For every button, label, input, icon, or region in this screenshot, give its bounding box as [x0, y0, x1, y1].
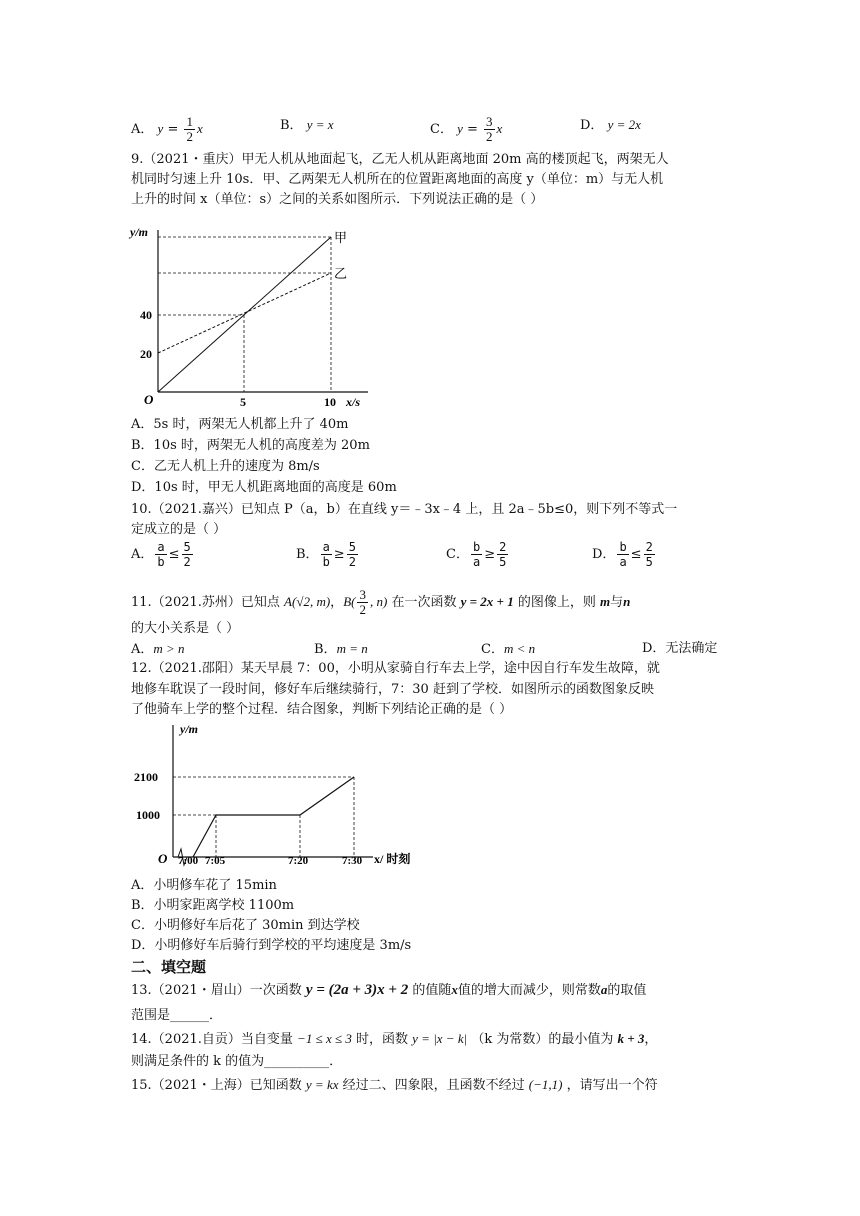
q11-line2: 的大小关系是（ ） [131, 621, 240, 636]
q12-xtick-705: 7:05 [205, 855, 226, 867]
q12-option-c: C．小明修好车后花了 30min 到达学校 [131, 918, 360, 933]
q10-line2: 定成立的是（ ） [131, 522, 227, 537]
q13-line2: 范围是______． [131, 1008, 223, 1023]
q12-ylabel: y/m [180, 722, 198, 736]
q9-ylabel: y/m [130, 225, 148, 239]
q15-line1: 15.（2021・上海）已知函数 y = kx 经过二、四象限，且函数不经过 (−1,1) ，请写出一个符 [131, 1077, 658, 1093]
q12-xtick-720: 7:20 [288, 855, 309, 867]
q12-xtick-700: 7:00 [178, 855, 199, 867]
q12-option-a: A．小明修车花了 15min [131, 878, 277, 893]
q8-option-d: D． y = 2x [580, 117, 641, 133]
q9-option-d: D．10s 时，甲无人机距离地面的高度是 60m [131, 480, 397, 495]
q9-option-a: A．5s 时，两架无人机都上升了 40m [131, 417, 349, 432]
q10-line1: 10.（2021.嘉兴）已知点 P（a，b）在直线 y＝﹣3x﹣4 上，且 2a﹣5b≤0，则下列不等式一 [131, 502, 678, 517]
q9-xtick-10: 10 [324, 395, 336, 409]
q9-chart [128, 222, 378, 414]
q9-line1: 9.（2021・重庆）甲无人机从地面起飞，乙无人机从距离地面 20m 高的楼顶起飞，两架无人 [131, 152, 669, 167]
q11-option-d: D．无法确定 [642, 641, 718, 656]
q12-line3: 了他骑车上学的整个过程．结合图象，判断下列结论正确的是（ ） [131, 702, 513, 717]
q9-label-yi: 乙 [334, 266, 348, 281]
q9-option-c: C．乙无人机上升的速度为 8m/s [131, 459, 320, 474]
q9-xlabel: x/s [346, 395, 361, 409]
q12-ytick-1000: 1000 [136, 808, 160, 822]
q11-option-a: A．m > n [131, 641, 185, 657]
q12-option-d: D．小明修好车后骑行到学校的平均速度是 3m/s [131, 938, 412, 953]
q14-line2: 则满足条件的 k 的值为__________． [131, 1054, 343, 1069]
q12-origin: O [158, 851, 168, 866]
q12-line2: 地修车耽误了一段时间，修好车后继续骑行，7：30 赶到了学校．如图所示的函数图象反映 [131, 682, 654, 697]
q13-line1: 13.（2021・眉山）一次函数 y = (2a + 3)x + 2 的值随x值的增大而减少，则常数a的取值 [131, 982, 647, 998]
q12-ytick-2100: 2100 [134, 770, 158, 784]
q8-option-c: C． y = $\frac{3}{2}$ x [430, 114, 503, 144]
q9-series-jia [158, 237, 331, 392]
q9-ytick-40: 40 [140, 308, 152, 322]
q10-option-b: B． $\frac{a}{b}$ ≥ $\frac{5}{2}$ [296, 540, 356, 569]
q12-line1: 12.（2021.邵阳）某天早晨 7：00，小明从家骑自行车去上学，途中因自行车发生故障，就 [131, 661, 660, 676]
q10-option-a: A． $\frac{a}{b}$ ≤ $\frac{5}{2}$ [131, 540, 191, 569]
q8-option-b: B． y = x [280, 117, 334, 133]
q11-option-b: B．m = n [314, 641, 368, 657]
q12-xlabel: x/ 时刻 [374, 852, 411, 866]
q9-xtick-5: 5 [240, 395, 246, 409]
q9-line3: 上升的时间 x（单位：s）之间的关系如图所示．下列说法正确的是（ ） [131, 192, 544, 207]
q9-origin: O [144, 392, 154, 407]
q8-option-a: A． y = $\frac{1}{2}$ x [131, 114, 203, 144]
q11-line1: 11.（2021.苏州）已知点 A(√2, m)，B( $\frac{3}{2}$ , n) 在一次函数 y = 2x + 1 的图像上，则 m与n [131, 587, 631, 617]
q12-xtick-730: 7:30 [342, 855, 363, 867]
q12-series [193, 777, 354, 857]
q12-option-b: B．小明家距离学校 1100m [131, 898, 295, 913]
section-title-fill-in: 二、填空题 [131, 958, 207, 976]
q9-series-yi [158, 273, 331, 353]
q9-line2: 机同时匀速上升 10s．甲、乙两架无人机所在的位置距离地面的高度 y（单位：m）与无人机 [131, 172, 664, 187]
q14-line1: 14.（2021.自贡）当自变量 −1 ≤ x ≤ 3 时，函数 y = |x − k| （k 为常数）的最小值为 k + 3， [131, 1031, 658, 1047]
q10-option-d: D． $\frac{b}{a}$ ≤ $\frac{2}{5}$ [592, 540, 653, 569]
q9-ytick-20: 20 [140, 347, 152, 361]
q12-chart [128, 717, 428, 872]
q10-option-c: C． $\frac{b}{a}$ ≥ $\frac{2}{5}$ [446, 540, 507, 569]
q9-option-b: B．10s 时，两架无人机的高度差为 20m [131, 438, 370, 453]
q9-label-jia: 甲 [334, 230, 348, 245]
q11-option-c: C．m < n [481, 641, 536, 657]
